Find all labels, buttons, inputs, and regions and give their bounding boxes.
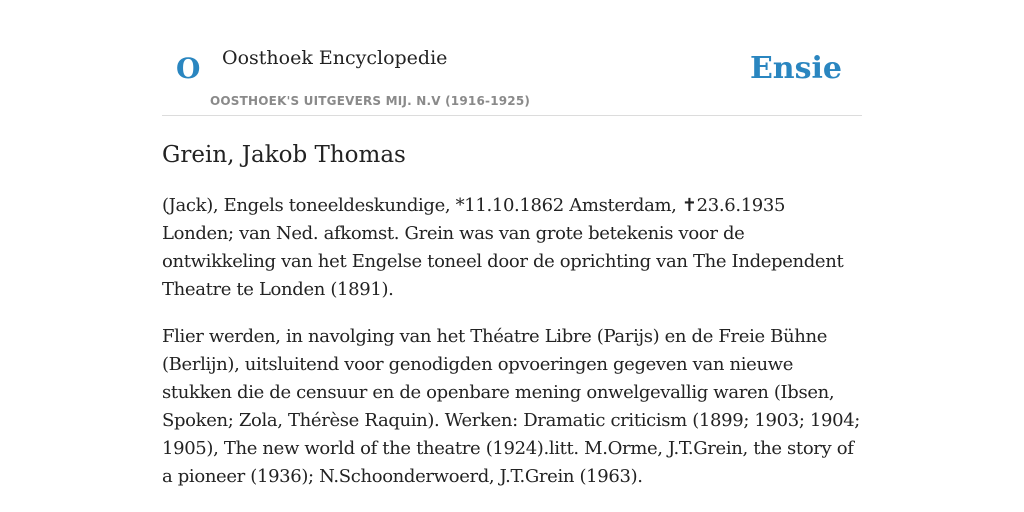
- ensie-brand-logo[interactable]: Ensie: [749, 51, 842, 86]
- site-header: [162, 0, 862, 116]
- encyclopedia-card: [162, 0, 862, 487]
- entry-paragraph: Flier werden, in navolging van het Théatre Libre (Parijs) en de Freie Bühne (Berlijn), uitsluitend voor genodigden opvoeringen gegeven van nieuwe stukken die de censuur en de openbare mening onwelgevallig waren (Ibsen, Spoken; Zola, Thérèse Raquin). Werken: Dramatic criticism (1899; 1903; 1904; 1905), The new world of the theatre (1924).litt. M.Orme, J.T.Grein, the story of a pioneer (1936); N.Schoonderwoerd, J.T.Grein (1963).: [162, 326, 861, 487]
- publisher-label: OOSTHOEK'S UITGEVERS MIJ. N.V (1916-1925): [210, 94, 531, 108]
- entry-title: Grein, Jakob Thomas: [162, 142, 406, 168]
- entry-paragraph: (Jack), Engels toneeldeskundige, *11.10.1862 Amsterdam, ✝23.6.1935 Londen; van Ned. afkomst. Grein was van grote betekenis voor de ontwikkeling van het Engelse toneel door de oprichting van The Independent Theatre te Londen (1891).: [162, 195, 844, 300]
- encyclopedia-logo-icon[interactable]: O: [176, 52, 201, 85]
- site-title-link[interactable]: Oosthoek Encyclopedie: [222, 47, 448, 69]
- entry-body: [162, 192, 862, 510]
